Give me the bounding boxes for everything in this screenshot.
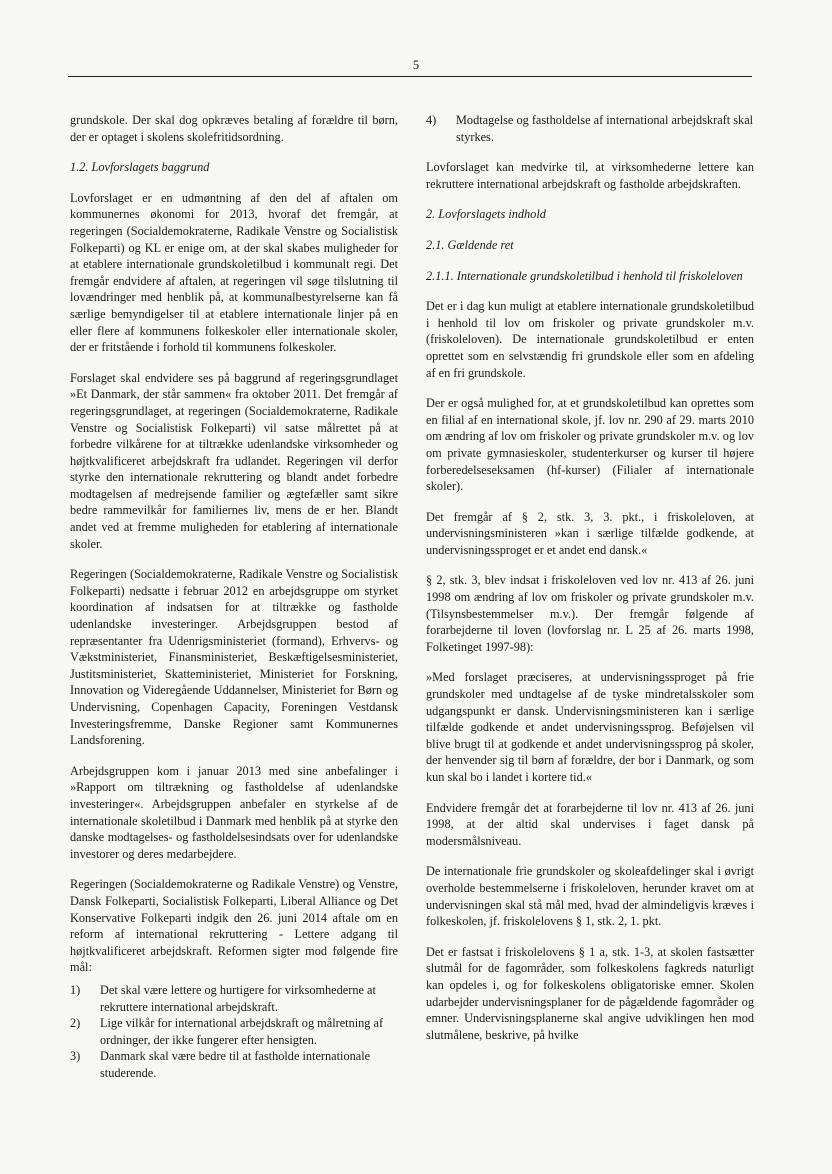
list-item <box>70 1015 398 1048</box>
list-text: Lige vilkår for international arbejdskraft og målretning af ordninger, der ikke fungerer efter hensigten. <box>100 1016 384 1047</box>
goals-list-continued <box>426 112 754 145</box>
paragraph: Forslaget skal endvidere ses på baggrund af regeringsgrundlaget »Et Danmark, der står sammen« fra oktober 2011. Det fremgår af regeringsgrundlaget, at regeringen (Socialdemokraterne, Radikale Venstre og Socialistisk Folkeparti) vil satse målrettet på at forbedre vilkårene for at tiltrække udenlandske virksomheder og højtkvalificeret arbejdskraft fra udlandet. Regeringen vil derfor styrke den internationale rekruttering og blandt andet forbedre modtagelsen af medrejsende familier og ægtefæller samt sikre bedre rammevilkår for familiernes liv, mens de er her. Blandt andet ved at fremme muligheden for etablering af internationale skoler. <box>70 370 398 551</box>
page-number: 5 <box>412 58 420 72</box>
goals-list <box>70 982 398 1082</box>
paragraph: Lovforslaget er en udmøntning af den del af aftalen om kommunernes økonomi for 2013, hvoraf det fremgår, at regeringen (Socialdemokraterne, Radikale Venstre og Socialistisk Folkeparti) og KL er enige om, at der skal skabes muligheder for at etablere internationale grundskoletilbud i kommunalt regi. Det fremgår endvidere af aftalen, at regeringen vil søge tilslutning til lovændringer med henblik på, at kommunalbestyrelserne kan få særlige bemyndigelser til at etablere internationale linjer på en eller flere af kommunens folkeskoler eller internationale skoler, der er fritstående i forhold til kommunens folkeskoler. <box>70 190 398 355</box>
paragraph: § 2, stk. 3, blev indsat i friskoleloven ved lov nr. 413 af 26. juni 1998 om ændring af lov om friskoler og private grundskoler m.v. (Tilsynsbestemmelser m.v.). Der fremgår følgende af forarbejderne til loven (lovforslag nr. L 25 af 26. marts 1998, Folketinget 1997-98): <box>426 573 754 654</box>
list-text: Danmark skal være bedre til at fastholde internationale studerende. <box>100 1049 371 1080</box>
list-item <box>426 112 754 145</box>
list-number: 4) <box>426 113 437 127</box>
list-number: 2) <box>70 1016 81 1031</box>
left-column <box>70 112 398 1095</box>
list-text: Det skal være lettere og hurtigere for virksomhederne at rekruttere international arbejdskraft. <box>100 982 376 1014</box>
section-heading: 2.1.1. Internationale grundskoletilbud i henhold til friskoleloven <box>426 268 743 283</box>
list-number: 3) <box>70 1049 81 1064</box>
list-number: 1) <box>70 982 81 997</box>
paragraph: Endvidere fremgår det at forarbejderne til lov nr. 413 af 26. juni 1998, at der altid skal undervises i faget dansk på modersmålsniveau. <box>426 800 754 848</box>
paragraph: De internationale frie grundskoler og skoleafdelinger skal i øvrigt overholde bestemmelserne i friskoleloven, herunder kravet om at undervisningen skal stå mål med, hvad der almindeligvis kræves i folkeskolen, jf. friskolelovens § 1, stk. 2, 1. pkt. <box>426 864 754 929</box>
paragraph: Lovforslaget kan medvirke til, at virksomhederne lettere kan rekruttere international arbejdskraft og fastholde arbejdskraften. <box>426 160 754 191</box>
list-item <box>70 1048 398 1081</box>
paragraph: Regeringen (Socialdemokraterne, Radikale Venstre og Socialistisk Folkeparti) nedsatte i februar 2012 en arbejdsgruppe om styrket koordination af indsatsen for at tiltrække og fastholde udenlandske investeringer. Arbejdsgruppen bestod af repræsentanter fra Udenrigsministeriet (formand), Erhvervs- og Vækstministeriet, Finansministeriet, Beskæftigelsesministeriet, Justitsministeriet, Skatteministeriet, Ministeriet for Forskning, Innovation og Videregående Uddannelser, Ministeriet for Børn og Undervisning, Copenhagen Capacity, Foreningen Vestdansk Investeringsfremme, Danske Regioner samt Kommunernes Landsforening. <box>70 567 398 748</box>
paragraph: Der er også mulighed for, at et grundskoletilbud kan oprettes som en filial af en international skole, jf. lov nr. 290 af 29. marts 2010 om ændring af lov om friskoler og private grundskoler m.v. og lov om private gymnasieskoler, studenterkurser og kurser til højere forberedelseseksamen (hf-kurser) (Filialer af internationale skoler). <box>426 396 754 494</box>
paragraph: Arbejdsgruppen kom i januar 2013 med sine anbefalinger i »Rapport om tiltrækning og fastholdelse af udenlandske investeringer«. Arbejdsgruppen anbefaler en styrkelse af de internationale skoletilbud i Danmark med henblik på at styrke den danske modtagelses- og fastholdelsesindsats over for udenlandske investorer og deres medarbejdere. <box>70 763 398 861</box>
paragraph: Det er fastsat i friskolelovens § 1 a, stk. 1-3, at skolen fastsætter slutmål for de fagområder, som folkeskolens fagkreds naturligt kan opdeles i, og for folkeskolens obligatoriske emner. Skolen udarbejder undervisningsplaner for de pågældende fagområder og emner. Undervisningsplanerne skal angive udviklingen hen mod slutmålene, beskrive, på hvilke <box>426 944 754 1042</box>
section-heading: 2.1. Gældende ret <box>426 237 514 252</box>
section-heading: 1.2. Lovforslagets baggrund <box>70 160 210 175</box>
paragraph: »Med forslaget præciseres, at undervisningssproget på frie grundskoler med undtagelse af de tyske mindretalsskoler som udgangspunkt er dansk. Undervisningsministeren kan i særlige tilfælde godkende et andet undervisningssprog. Beføjelsen vil blive brugt til at godkende et andet undervisningssprog på skoler, der henvender sig til børn af forældre, der bor i Danmark, og som kun skal bo i landet i kortere tid.« <box>426 670 754 784</box>
list-text: Modtagelse og fastholdelse af international arbejdskraft skal styrkes. <box>456 113 754 144</box>
paragraph: grundskole. Der skal dog opkræves betaling af forældre til børn, der er optaget i skolens skolefritidsordning. <box>70 113 398 144</box>
header-rule <box>68 76 752 77</box>
paragraph: Regeringen (Socialdemokraterne og Radikale Venstre) og Venstre, Dansk Folkeparti, Socialistisk Folkeparti, Liberal Alliance og Det Konservative Folkeparti indgik den 26. juni 2014 aftale om en reform af international rekruttering - Lettere adgang til højtkvalificeret arbejdskraft. Reformen sigter mod følgende fire mål: <box>70 877 398 975</box>
section-heading: 2. Lovforslagets indhold <box>426 207 546 222</box>
list-item <box>70 982 398 1015</box>
paragraph: Det er i dag kun muligt at etablere internationale grundskoletilbud i henhold til lov om friskoler og private grundskoler m.v. (friskoleloven). De internationale grundskoletilbud er enten oprettet som en selvstændig fri grundskole eller som en afdeling af en fri grundskole. <box>426 299 754 380</box>
right-column <box>426 112 754 1057</box>
paragraph: Det fremgår af § 2, stk. 3, 3. pkt., i friskoleloven, at undervisningsministeren »kan i særlige tilfælde godkende, at undervisningssproget er et andet end dansk.« <box>426 509 754 557</box>
